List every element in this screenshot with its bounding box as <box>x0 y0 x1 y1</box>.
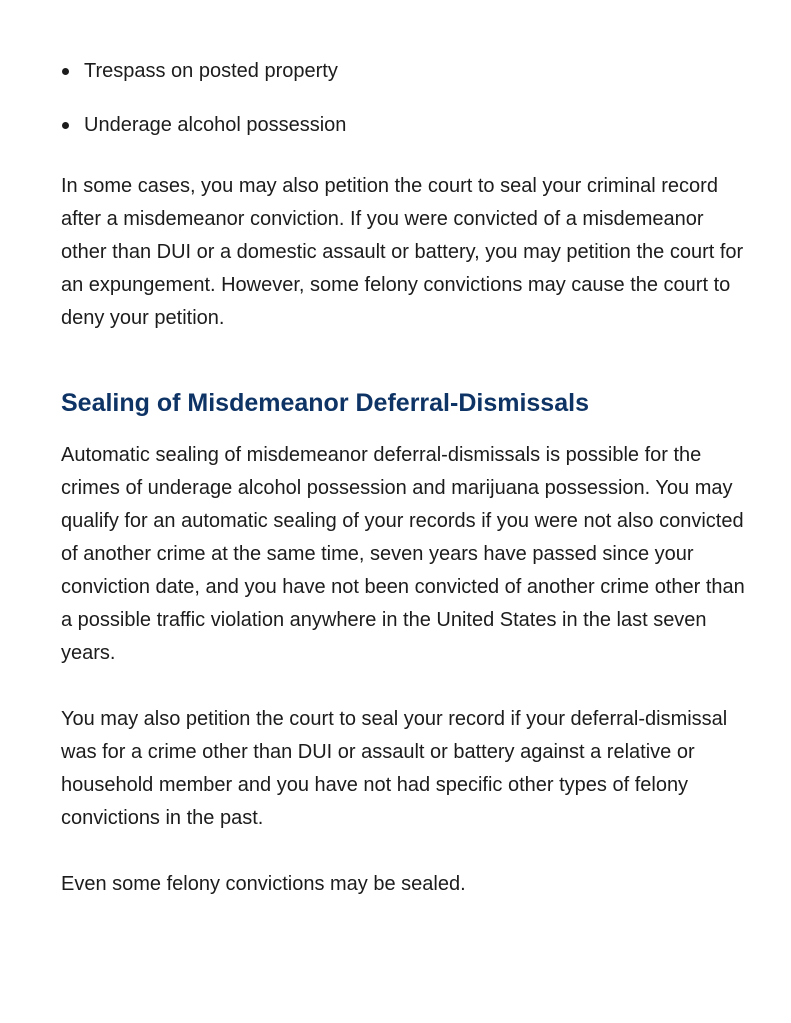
section-heading: Sealing of Misdemeanor Deferral-Dismissals <box>61 389 589 417</box>
bullet-icon <box>62 122 69 129</box>
list-item-text: Trespass on posted property <box>84 60 338 82</box>
section-paragraph: You may also petition the court to seal your record if your deferral-dismissal was for a crime other than DUI or assault or battery against a relative or household member and you have not had specific other types of felony convictions in the past. <box>61 708 728 829</box>
bullet-list <box>61 56 751 140</box>
list-item <box>61 110 751 140</box>
bullet-icon <box>62 68 69 75</box>
section-paragraph: Automatic sealing of misdemeanor deferral-dismissals is possible for the crimes of underage alcohol possession and marijuana possession. You may qualify for an automatic sealing of your records if you were not also convicted of another crime at the same time, seven years have passed since your conviction date, and you have not been convicted of another crime other than a possible traffic violation anywhere in the United States in the last seven years. <box>61 444 745 664</box>
intro-paragraph: In some cases, you may also petition the court to seal your criminal record after a misdemeanor conviction. If you were convicted of a misdemeanor other than DUI or a domestic assault or battery, you may petition the court for an expungement. However, some felony convictions may cause the court to deny your petition. <box>61 175 744 329</box>
section-paragraph: Even some felony convictions may be sealed. <box>61 873 466 895</box>
list-item-text: Underage alcohol possession <box>84 114 347 136</box>
list-item <box>61 56 751 86</box>
